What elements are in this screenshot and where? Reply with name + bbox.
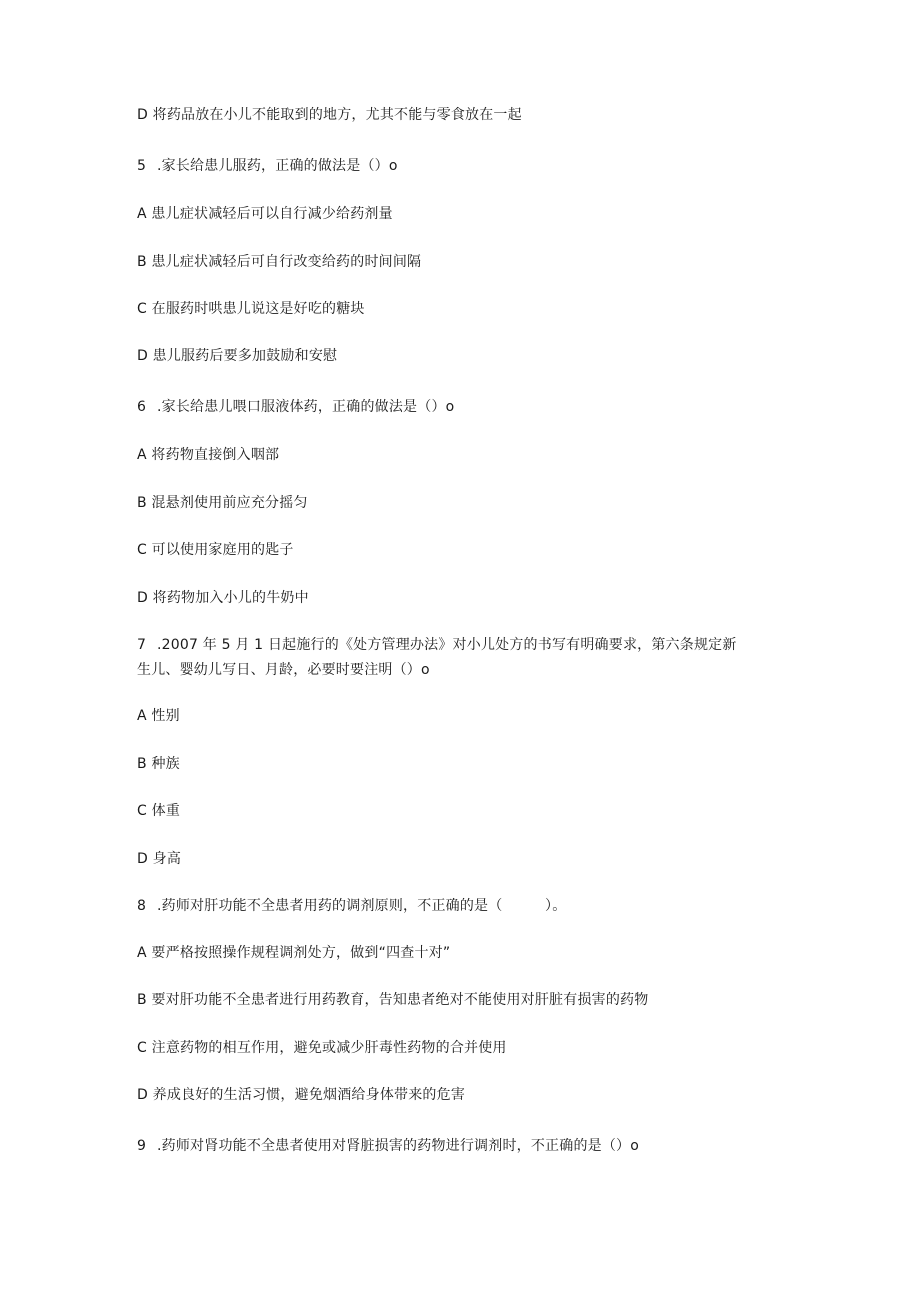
- q7-option-b: B 种族: [137, 756, 180, 772]
- question-5-number: 5: [137, 158, 147, 174]
- q5-option-d: D 患儿服药后要多加鼓励和安慰: [137, 348, 338, 364]
- question-8: [137, 897, 566, 915]
- question-6: [137, 398, 454, 416]
- q5-option-a: A 患儿症状减轻后可以自行减少给药剂量: [137, 206, 393, 222]
- question-9-text: .药师对肾功能不全患者使用对肾脏损害的药物进行调剂时，不正确的是（）o: [157, 1138, 640, 1154]
- question-7: [137, 636, 737, 654]
- question-6-text: .家长给患儿喂口服液体药，正确的做法是（）o: [157, 399, 455, 415]
- q8-option-d: D 养成良好的生活习惯，避免烟酒给身体带来的危害: [137, 1087, 466, 1103]
- question-8-number: 8: [137, 898, 147, 914]
- q6-option-a: A 将药物直接倒入咽部: [137, 447, 280, 463]
- question-7-number: 7: [137, 637, 147, 653]
- q5-option-c: C 在服药时哄患儿说这是好吃的糖块: [137, 301, 365, 317]
- q8-option-a: A 要严格按照操作规程调剂处方，做到“四查十对”: [137, 945, 451, 961]
- q8-option-b: B 要对肝功能不全患者进行用药教育，告知患者绝对不能使用对肝脏有损害的药物: [137, 992, 649, 1008]
- q8-option-c: C 注意药物的相互作用，避免或减少肝毒性药物的合并使用: [137, 1040, 507, 1056]
- q7-option-c: C 体重: [137, 803, 181, 819]
- q7-option-d: D 身高: [137, 851, 182, 867]
- question-9: [137, 1137, 639, 1155]
- q5-option-b: B 患儿症状减轻后可自行改变给药的时间间隔: [137, 254, 422, 270]
- question-5: [137, 157, 398, 175]
- question-8-text: .药师对肝功能不全患者用药的调剂原则，不正确的是（ ）。: [157, 898, 567, 914]
- question-7-text-line1: .2007 年 5 月 1 日起施行的《处方管理办法》对小儿处方的书写有明确要求，第六条规定新: [157, 637, 737, 653]
- question-7-text-line2: 生儿、婴幼儿写日、月龄，必要时要注明（）o: [137, 662, 430, 678]
- question-5-text: .家长给患儿服药，正确的做法是（）o: [157, 158, 398, 174]
- q7-option-a: A 性别: [137, 708, 180, 724]
- question-9-number: 9: [137, 1138, 147, 1154]
- q6-option-d: D 将药物加入小儿的牛奶中: [137, 590, 309, 606]
- q4-option-d: D 将药品放在小儿不能取到的地方，尤其不能与零食放在一起: [137, 107, 522, 123]
- q6-option-c: C 可以使用家庭用的匙子: [137, 542, 294, 558]
- question-6-number: 6: [137, 399, 147, 415]
- q6-option-b: B 混悬剂使用前应充分摇匀: [137, 495, 308, 511]
